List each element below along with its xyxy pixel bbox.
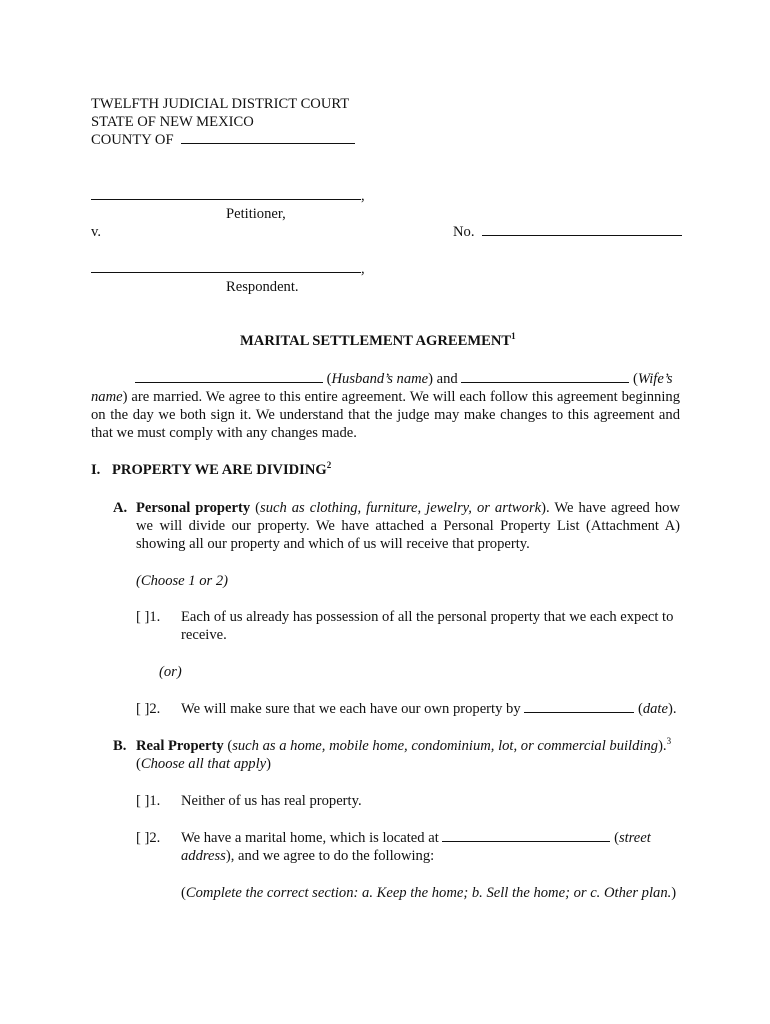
- section-a-body: . We have agreed how we will divide our property. We have attached a Personal Property List (Attachment A) showing all our property and which of us will receive that property.: [136, 500, 680, 552]
- property-date-field[interactable]: [524, 700, 634, 713]
- respondent-comma: ,: [361, 261, 365, 277]
- wife-name-field[interactable]: [461, 370, 629, 383]
- court-name: TWELFTH JUDICIAL DISTRICT COURT: [91, 96, 350, 112]
- section-a-option-1-box[interactable]: [ ]1.: [136, 609, 161, 625]
- case-number: [453, 223, 682, 241]
- versus-label: v.: [91, 224, 101, 240]
- county-label: COUNTY OF: [91, 132, 174, 148]
- document-title-text: MARITAL SETTLEMENT AGREEMENT: [240, 333, 512, 349]
- section-a-option-2: We will make sure that we each have our own property by (date).: [181, 701, 677, 717]
- section-a-option-2-text: We will make sure that we each have our own property by: [181, 701, 521, 717]
- section-b-instruction-text: Complete the correct section: a. Keep the home; b. Sell the home; or c. Other plan.: [185, 885, 672, 901]
- petitioner-line: [91, 187, 365, 205]
- section-a-examples: such as clothing, furniture, jewelry, or artwork: [260, 500, 542, 516]
- date-label: date: [642, 701, 668, 717]
- section-b-option-2-text: We have a marital home, which is located at: [181, 830, 439, 846]
- respondent-line: [91, 260, 365, 278]
- section-b-option-1-text: Neither of us has real property.: [181, 793, 362, 809]
- section-a-paragraph: Personal property (such as clothing, furniture, jewelry, or artwork). We have agreed how we will divide our property. We have attached a Personal Property List (Attachment A) showing all our property and which of us will receive that property.: [136, 500, 680, 552]
- section-b-heading: Real Property: [136, 738, 224, 754]
- section-a-heading: Personal property: [136, 500, 251, 516]
- wife-name-label: Wife’s: [637, 371, 673, 387]
- section-b-option-2-box[interactable]: [ ]2.: [136, 830, 161, 846]
- wife-name-label-cont: name): [91, 389, 132, 405]
- intro-and: and: [436, 371, 458, 387]
- respondent-label: Respondent.: [226, 279, 299, 295]
- section-b-heading-line: Real Property (such as a home, mobile home, condominium, lot, or commercial building).$^3$: [136, 736, 672, 754]
- street-address-field[interactable]: [442, 829, 610, 842]
- county-field[interactable]: [181, 131, 355, 144]
- intro-body: are married. We agree to this entire agreement. We will each follow this agreement beginning on the day we both sign it. We understand that the judge may make changes to this agreement and that we must comply with any changes made.: [91, 389, 680, 441]
- section-b-option-2-line1: We have a marital home, which is located at (street: [181, 830, 651, 846]
- footnote-ref-3: 3: [666, 736, 672, 746]
- section-b-letter: B.: [113, 738, 127, 754]
- section-1-number: I.: [91, 462, 101, 478]
- document-title: [240, 332, 516, 350]
- section-a-or: (or): [159, 664, 182, 680]
- section-a-letter: A.: [113, 500, 128, 516]
- section-b-option-2-cont: , and we agree to do the following:: [230, 848, 435, 864]
- address-label-part: address: [181, 848, 226, 864]
- petitioner-label: Petitioner,: [226, 206, 286, 222]
- intro-paragraph: [91, 388, 680, 442]
- section-a-choose: (Choose 1 or 2): [136, 573, 229, 589]
- footnote-ref-1: 1: [511, 331, 516, 341]
- court-state: STATE OF NEW MEXICO: [91, 114, 254, 130]
- section-b-choose: (Choose all that apply): [136, 756, 272, 772]
- intro-first-line: (Husband’s name) and (Wife’s: [135, 370, 673, 388]
- footnote-ref-2: 2: [326, 460, 332, 470]
- petitioner-name-field[interactable]: [91, 187, 361, 200]
- case-number-label: No.: [453, 224, 475, 240]
- section-b-option-1-box[interactable]: [ ]1.: [136, 793, 161, 809]
- petitioner-comma: ,: [361, 188, 365, 204]
- section-a-option-1-text: Each of us already has possession of all the personal property that we each expect to receive.: [181, 609, 674, 643]
- section-b-instruction: (Complete the correct section: a. Keep the home; b. Sell the home; or c. Other plan.): [181, 885, 677, 901]
- section-1-title: PROPERTY WE ARE DIVIDING: [111, 462, 327, 478]
- section-b-examples: such as a home, mobile home, condominium, lot, or commercial building: [232, 738, 659, 754]
- section-b-choose-text: Choose all that apply: [140, 756, 267, 772]
- husband-name-label: Husband’s name: [331, 371, 429, 387]
- case-number-field[interactable]: [482, 223, 682, 236]
- respondent-name-field[interactable]: [91, 260, 361, 273]
- husband-name-field[interactable]: [135, 370, 323, 383]
- section-a-option-2-box[interactable]: [ ]2.: [136, 701, 161, 717]
- section-1-heading: [91, 461, 331, 479]
- street-label-part: street: [618, 830, 651, 846]
- section-b-option-2-line2: address), and we agree to do the following:: [181, 848, 435, 864]
- court-county: [91, 131, 355, 149]
